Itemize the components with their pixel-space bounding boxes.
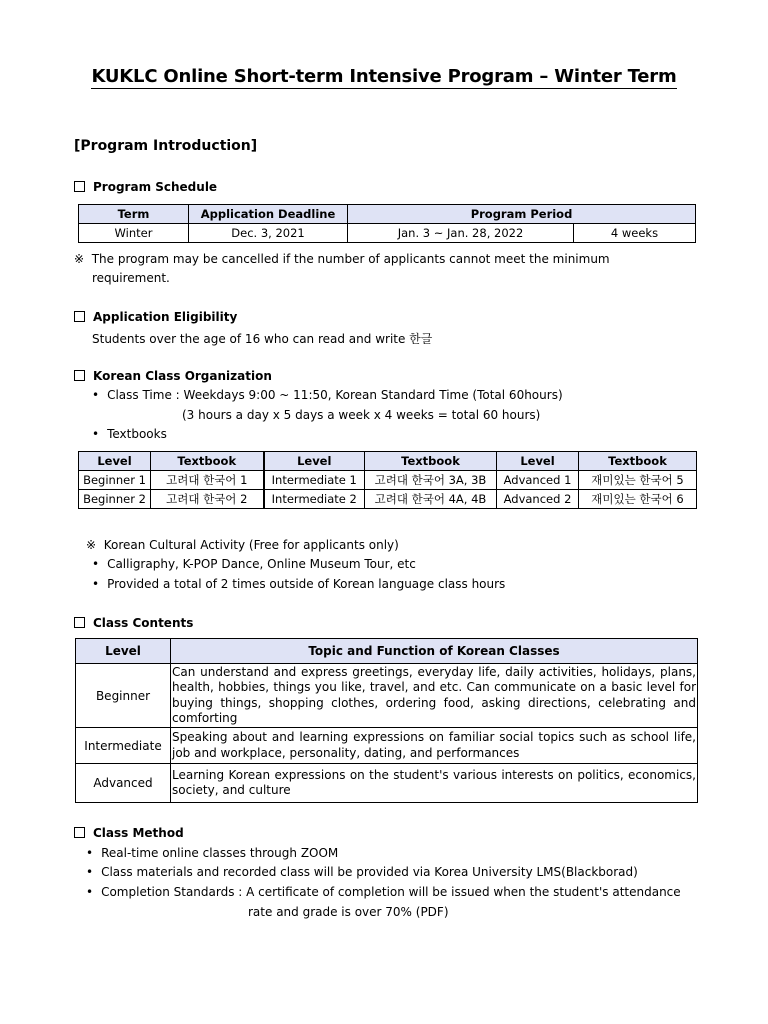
- header-period: Program Period: [348, 205, 696, 224]
- level-cell: Intermediate 1: [264, 471, 365, 490]
- textbook-cell: 고려대 한국어 4A, 4B: [365, 490, 497, 509]
- period-cell: Jan. 3 ~ Jan. 28, 2022: [348, 224, 574, 243]
- schedule-table: [78, 204, 696, 243]
- textbook-cell: 재미있는 한국어 5: [579, 471, 697, 490]
- textbook-cell: 고려대 한국어 3A, 3B: [365, 471, 497, 490]
- textbook-cell: 재미있는 한국어 6: [579, 490, 697, 509]
- textbook-table: [78, 451, 697, 509]
- contents-table: [75, 638, 698, 803]
- header-level: Level: [79, 452, 151, 471]
- level-cell: Beginner 1: [79, 471, 151, 490]
- textbooks-item: • Textbooks: [92, 427, 167, 441]
- class-time-detail: (3 hours a day x 5 days a week x 4 weeks = total 60 hours): [182, 408, 541, 422]
- schedule-note: ※ The program may be cancelled if the number of applicants cannot meet the minimum: [74, 252, 610, 266]
- textbook-cell: 고려대 한국어 1: [151, 471, 264, 490]
- level-cell: Intermediate: [76, 728, 171, 764]
- header-textbook: Textbook: [365, 452, 497, 471]
- eligibility-heading: Application Eligibility: [74, 310, 237, 324]
- contents-row: [76, 764, 698, 803]
- textbook-row: [79, 471, 697, 490]
- schedule-header-row: [79, 205, 696, 224]
- topic-cell: Speaking about and learning expressions on familiar social topics such as school life, job and workplace, personality, dating, and performances: [171, 728, 698, 764]
- schedule-note-cont: requirement.: [92, 271, 170, 285]
- topic-cell: Learning Korean expressions on the student's various interests on politics, economics, society, and culture: [171, 764, 698, 803]
- header-level: Level: [497, 452, 579, 471]
- header-level: Level: [264, 452, 365, 471]
- textbook-header-row: [79, 452, 697, 471]
- header-term: Term: [79, 205, 189, 224]
- level-cell: Beginner: [76, 664, 171, 728]
- checkbox-icon: [74, 181, 85, 192]
- textbook-cell: 고려대 한국어 2: [151, 490, 264, 509]
- checkbox-icon: [74, 370, 85, 381]
- method-item-cont: rate and grade is over 70% (PDF): [248, 905, 449, 919]
- cultural-item: • Provided a total of 2 times outside of Korean language class hours: [92, 577, 505, 591]
- checkbox-icon: [74, 617, 85, 628]
- textbook-row: [79, 490, 697, 509]
- checkbox-icon: [74, 311, 85, 322]
- checkbox-icon: [74, 827, 85, 838]
- method-item: • Class materials and recorded class will be provided via Korea University LMS(Blackborad): [86, 865, 638, 879]
- document-title: KUKLC Online Short-term Intensive Program – Winter Term: [91, 66, 677, 87]
- method-item: • Completion Standards : A certificate of completion will be issued when the student's attendance: [86, 885, 681, 899]
- level-cell: Intermediate 2: [264, 490, 365, 509]
- contents-heading: Class Contents: [74, 616, 193, 630]
- header-textbook: Textbook: [151, 452, 264, 471]
- header-deadline: Application Deadline: [189, 205, 348, 224]
- header-topic: Topic and Function of Korean Classes: [171, 639, 698, 664]
- level-cell: Advanced 2: [497, 490, 579, 509]
- topic-cell: Can understand and express greetings, everyday life, daily activities, holidays, plans, health, hobbies, things you like, travel, and etc. Can communicate on a basic level for buying things, shopping clothes, ordering food, asking directions, celebrating and comforting: [171, 664, 698, 728]
- level-cell: Advanced: [76, 764, 171, 803]
- contents-row: [76, 728, 698, 764]
- eligibility-text: Students over the age of 16 who can read and write 한글: [92, 332, 433, 346]
- schedule-heading: Program Schedule: [74, 180, 217, 194]
- header-level: Level: [76, 639, 171, 664]
- header-textbook: Textbook: [579, 452, 697, 471]
- class-time-item: • Class Time : Weekdays 9:00 ~ 11:50, Korean Standard Time (Total 60hours): [92, 388, 563, 402]
- organization-heading: Korean Class Organization: [74, 369, 272, 383]
- cultural-activity-title: ※ Korean Cultural Activity (Free for applicants only): [86, 538, 399, 552]
- deadline-cell: Dec. 3, 2021: [189, 224, 348, 243]
- schedule-row: [79, 224, 696, 243]
- contents-header-row: [76, 639, 698, 664]
- method-heading: Class Method: [74, 826, 184, 840]
- term-cell: Winter: [79, 224, 189, 243]
- level-cell: Beginner 2: [79, 490, 151, 509]
- duration-cell: 4 weeks: [574, 224, 696, 243]
- cultural-item: • Calligraphy, K-POP Dance, Online Museum Tour, etc: [92, 557, 416, 571]
- method-item: • Real-time online classes through ZOOM: [86, 846, 338, 860]
- contents-row: [76, 664, 698, 728]
- level-cell: Advanced 1: [497, 471, 579, 490]
- section-title: [Program Introduction]: [74, 138, 258, 154]
